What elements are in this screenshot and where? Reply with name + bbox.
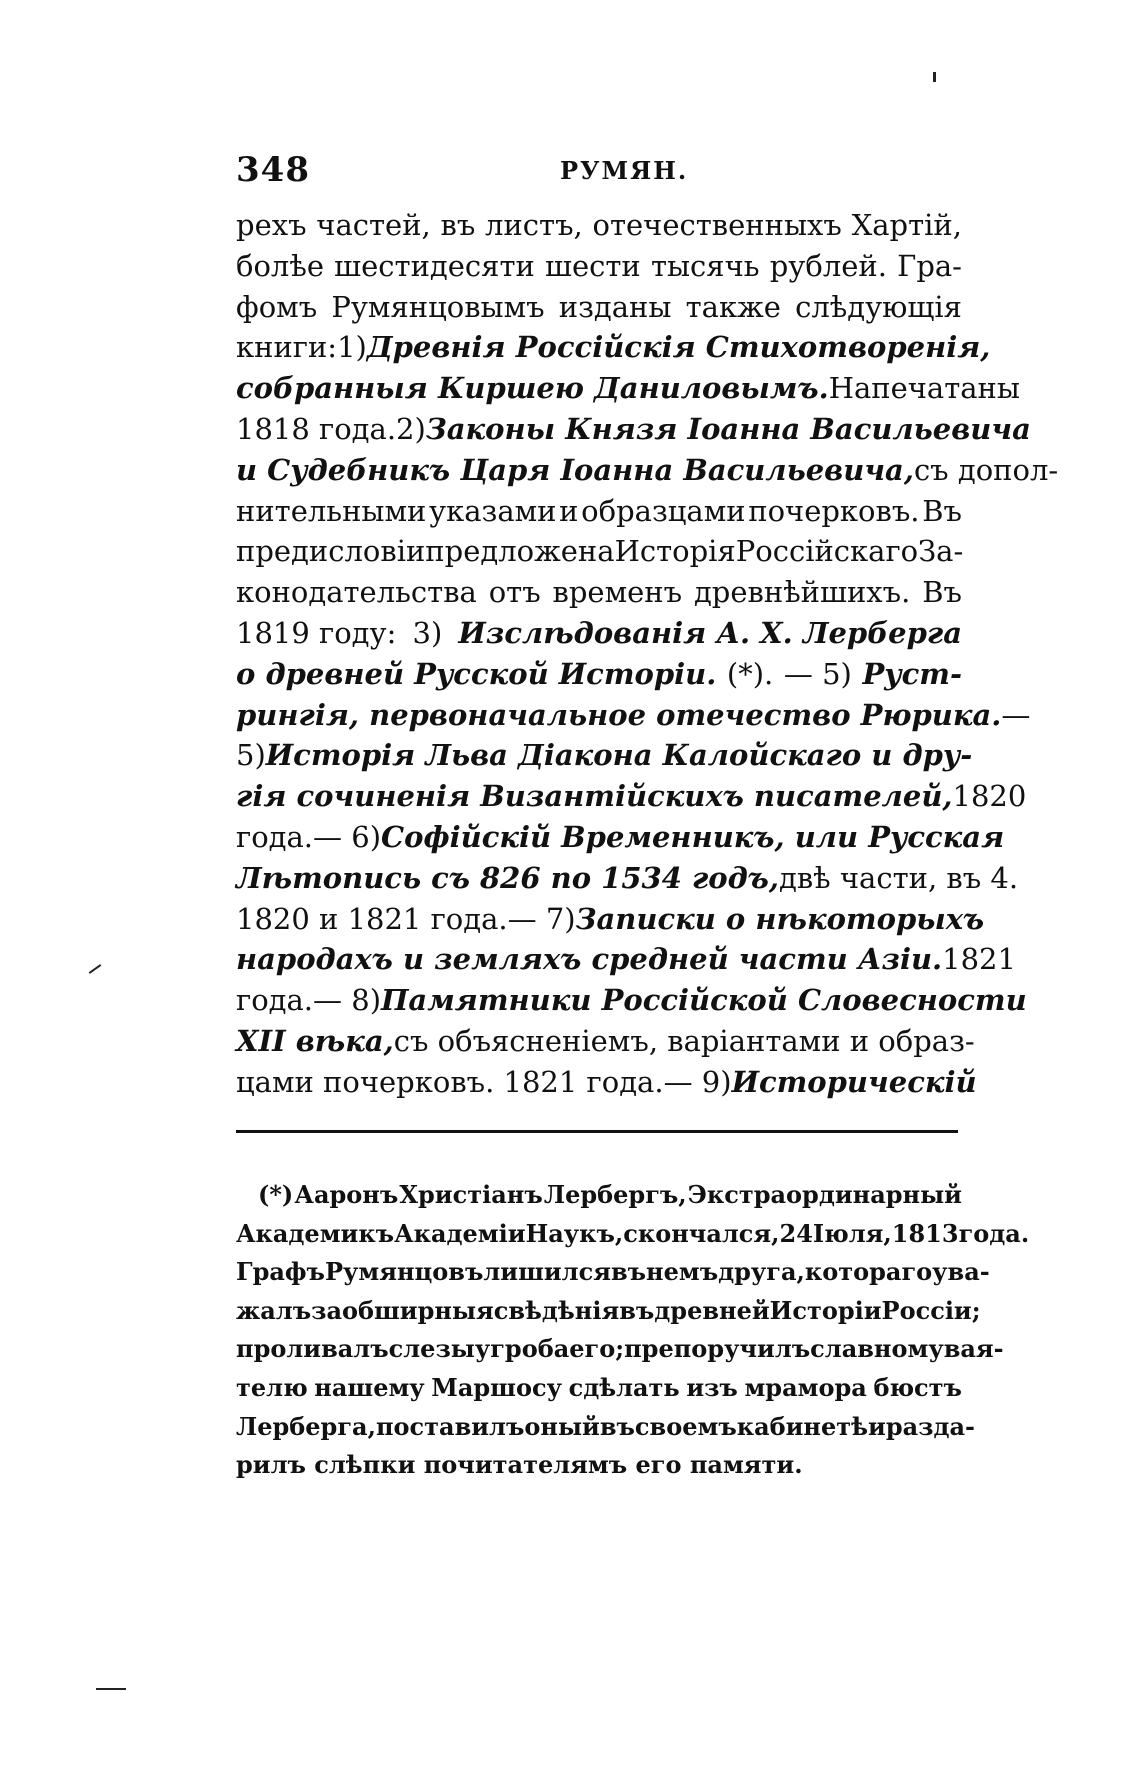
text-line (236, 368, 1020, 409)
text-line (236, 980, 1027, 1021)
footnote-word: Исторіи (769, 1295, 882, 1325)
text-segment: — 7) (507, 901, 576, 936)
text-segment: Въ (922, 493, 962, 528)
footnote-word: Графъ (236, 1257, 325, 1287)
footnote-line (236, 1292, 981, 1331)
text-segment: шести (545, 248, 641, 283)
text-segment: — 6) (313, 819, 382, 854)
text-segment: (*). (726, 656, 774, 691)
text-line (236, 450, 1059, 491)
margin-mark (96, 1688, 126, 1690)
footnote-word: вая- (943, 1334, 1004, 1364)
text-segment: временъ (552, 575, 683, 610)
footnote-word: рилъ слѣпки почитателямъ его памяти. (236, 1450, 803, 1480)
footnote-word: лишился (483, 1257, 611, 1287)
text-segment: Лѣтопись съ 826 по 1534 годъ, (236, 860, 779, 895)
footnote-line (236, 1408, 975, 1447)
text-segment: Софійскій Временникъ, или Русская (381, 819, 1005, 854)
text-segment: о древней Русской Исторіи. (236, 656, 717, 691)
footnote-word: поставилъ (375, 1411, 525, 1441)
text-segment: также (685, 289, 781, 324)
footnote-word: и (868, 1411, 886, 1441)
text-segment: цами почерковъ. 1821 года. (236, 1064, 664, 1099)
margin-mark (933, 72, 936, 82)
text-segment: 3) (412, 615, 443, 650)
footnote-word: у (474, 1334, 491, 1364)
text-line (236, 735, 973, 776)
footnote-word: друга, (718, 1257, 805, 1287)
text-line (236, 572, 962, 613)
footnote-word: въ (599, 1411, 635, 1441)
text-segment: 5) (236, 738, 266, 773)
footnote-word: немъ (646, 1257, 719, 1287)
footnote-word: его; (569, 1334, 625, 1364)
text-segment: XII вѣка, (236, 1023, 394, 1058)
footnote-word: своемъ (634, 1411, 737, 1441)
text-segment: указами (429, 493, 557, 528)
margin-mark (89, 964, 102, 974)
text-segment: и Судебникъ Царя Іоанна Васильевича, (236, 452, 914, 487)
footnote-line (236, 1446, 962, 1485)
text-segment: изданы (558, 289, 672, 324)
text-segment: двѣ части, въ 4. (778, 860, 1019, 895)
text-line (236, 695, 1031, 736)
footnote-word: слезы (388, 1334, 475, 1364)
text-segment: Изслѣдованія А. Х. Лерберга (458, 615, 962, 650)
footnote-word: мрамора (744, 1372, 867, 1402)
text-segment: народахъ и земляхъ средней части Азіи. (236, 942, 943, 977)
text-segment: собранныя Киршею Даниловымъ. (236, 371, 829, 406)
text-segment: За- (918, 534, 964, 569)
text-segment: рублей. (769, 248, 887, 283)
text-segment: — 9) (663, 1064, 732, 1099)
text-segment: предисловіи (236, 534, 426, 569)
text-line (236, 531, 962, 572)
footnote-word: Ааронъ (294, 1180, 399, 1209)
footnote-word: разда- (885, 1411, 975, 1441)
text-segment: листъ, (485, 208, 583, 242)
text-segment: и (559, 493, 579, 528)
footnote-word: обширныя (342, 1295, 494, 1325)
text-segment: Исторія Льва Діакона Калойскаго и дру- (265, 738, 973, 773)
text-segment: рехъ (236, 208, 307, 242)
text-line (236, 939, 1016, 980)
text-segment: 2) (396, 411, 426, 446)
text-segment: образцами (581, 493, 746, 528)
text-segment: книги: (236, 330, 338, 365)
text-segment: нительными (236, 493, 427, 528)
text-line (236, 205, 962, 246)
text-segment: Румянцовымъ (331, 289, 545, 324)
text-segment: съ допол- (913, 452, 1059, 487)
text-segment: Гра- (897, 248, 962, 283)
footnote-word: Лербергъ, (543, 1180, 687, 1209)
text-segment: Историческій (731, 1064, 977, 1099)
text-segment: 1) (337, 330, 367, 365)
footnote-word: въ (610, 1257, 647, 1287)
footnote-word: за (311, 1295, 342, 1325)
text-segment: Хартій, (851, 208, 962, 242)
footnote-word: котораго (804, 1257, 933, 1287)
text-segment: 1820 (952, 779, 1027, 814)
text-segment: — 8) (313, 983, 382, 1018)
footnote-word: ува- (932, 1257, 990, 1287)
text-segment: Записки о нѣкоторыхъ (575, 901, 985, 936)
footnote-word: нашему (314, 1372, 425, 1402)
text-segment: частей, (316, 208, 431, 242)
text-segment: фомъ (236, 289, 318, 324)
footnote-word: телю (236, 1372, 308, 1402)
text-segment: Въ (922, 575, 962, 610)
text-line (236, 858, 1019, 899)
text-segment: съ объясненіемъ, варіантами и образ- (393, 1023, 975, 1058)
text-segment: Памятники Россійской Словесности (381, 983, 1027, 1018)
footnote-word: Лерберга, (236, 1411, 376, 1441)
footnote-word: Академикъ (236, 1218, 395, 1248)
text-segment: Руст- (862, 656, 962, 691)
footnote-word: (*) (258, 1180, 294, 1209)
footnote-word: сдѣлать (568, 1372, 680, 1402)
text-line (236, 246, 962, 287)
text-line (236, 1021, 975, 1062)
footnote-word: проливалъ (236, 1334, 389, 1364)
text-line (236, 409, 1031, 450)
text-segment: Напечатаны (828, 371, 1020, 406)
footnote-word: жалъ (236, 1295, 312, 1325)
footnote-word: года. (958, 1218, 1030, 1248)
text-line (236, 899, 985, 940)
footnote-word: Христіанъ (399, 1180, 543, 1209)
footnote-word: Іюля, (812, 1218, 892, 1248)
text-segment: шестидесяти (334, 248, 535, 283)
footnote-word: въ (619, 1295, 655, 1325)
text-segment: древнѣйшихъ. (693, 575, 911, 610)
footnote (236, 1176, 1030, 1485)
footnote-word: Россіи; (881, 1295, 981, 1325)
text-line (236, 776, 1027, 817)
footnote-word: Маршосу (431, 1372, 562, 1402)
footnote-line (236, 1369, 962, 1408)
text-segment: 1818 года. (236, 411, 397, 446)
text-segment: Россійскаго (735, 534, 919, 569)
text-segment: года. (236, 819, 314, 854)
footnote-line (236, 1330, 1004, 1369)
text-segment: болѣе (236, 248, 324, 283)
footnote-word: оный (524, 1411, 600, 1441)
main-text (236, 205, 1059, 1103)
footnote-word: кабинетѣ (736, 1411, 869, 1441)
text-line (236, 654, 962, 695)
text-line (236, 327, 991, 368)
footnote-divider (236, 1130, 958, 1133)
footnote-line (236, 1253, 990, 1292)
text-line (236, 613, 962, 654)
text-segment: слѣдующія (795, 289, 962, 324)
text-line (236, 1062, 977, 1103)
footnote-word: славному (810, 1334, 944, 1364)
footnote-word: Академіи (394, 1218, 526, 1248)
text-segment: конодательства (236, 575, 477, 610)
text-segment: — (1001, 697, 1031, 732)
text-segment: 1821 (942, 942, 1016, 977)
text-segment: года. (236, 983, 314, 1018)
text-line (236, 817, 1005, 858)
footnote-word: гроба (490, 1334, 570, 1364)
text-segment: отъ (488, 575, 541, 610)
text-segment: Исторія (614, 534, 736, 569)
text-segment: предложена (425, 534, 615, 569)
page-number: 348 (236, 150, 310, 190)
text-segment: рингія, первоначальное отечество Рюрика. (236, 697, 1002, 732)
footnote-word: 24 (779, 1218, 813, 1248)
footnote-word: свѣдѣнія (493, 1295, 620, 1325)
footnote-word: Наукъ, (525, 1218, 624, 1248)
footnote-word: препоручилъ (624, 1334, 811, 1364)
footnote-word: бюстъ (873, 1372, 962, 1402)
footnote-line (236, 1176, 962, 1215)
text-segment: почерковъ. (748, 493, 920, 528)
text-segment: отечественныхъ (592, 208, 842, 242)
footnote-word: Экстраординарный (687, 1180, 962, 1209)
text-segment: гія сочиненія Византійскихъ писателей, (236, 779, 953, 814)
footnote-word: скончался, (623, 1218, 780, 1248)
text-segment: — 5) (783, 656, 852, 691)
footnote-word: Румянцовъ (324, 1257, 484, 1287)
footnote-line (236, 1215, 1030, 1254)
text-segment: тысячь (650, 248, 760, 283)
text-line (236, 287, 962, 328)
footnote-word: 1813 (891, 1218, 959, 1248)
running-head: РУМЯН. (560, 156, 689, 185)
text-line (236, 491, 962, 532)
text-segment: Древнія Россійскія Стихотворенія, (366, 330, 991, 365)
text-segment: въ (440, 208, 476, 242)
text-segment: Законы Князя Іоанна Васильевича (425, 411, 1031, 446)
text-segment: 1820 и 1821 года. (236, 901, 508, 936)
text-segment: 1819 году: (236, 615, 397, 650)
footnote-word: древней (654, 1295, 770, 1325)
footnote-word: изъ (686, 1372, 738, 1402)
